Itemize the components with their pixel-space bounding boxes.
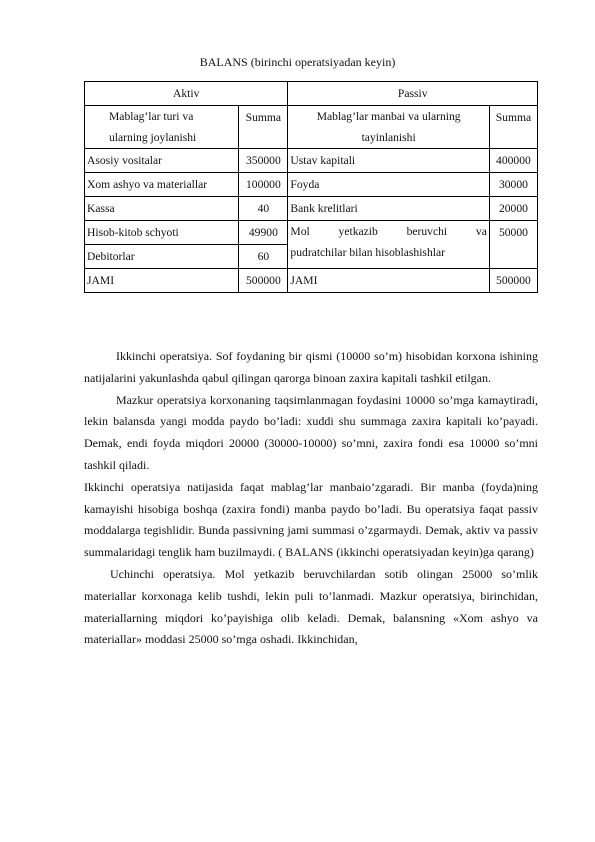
aktiv-header: Aktiv <box>85 82 288 106</box>
passiv-sum: 400000 <box>489 149 537 173</box>
table-row <box>85 197 538 221</box>
passiv-item <box>288 221 489 269</box>
passiv-total-label: JAMI <box>288 269 489 293</box>
passiv-item: Ustav kapitali <box>288 149 489 173</box>
balance-title: BALANS (birinchi operatsiyadan keyin) <box>199 55 396 69</box>
passiv-sum: 20000 <box>489 197 537 221</box>
passiv-item-line2: pudratchilar bilan hisoblashishlar <box>290 246 445 259</box>
aktiv-sum: 60 <box>239 245 288 269</box>
passiv-sum: 30000 <box>489 173 537 197</box>
aktiv-sum: 49900 <box>239 221 288 245</box>
aktiv-sum: 40 <box>239 197 288 221</box>
table-row <box>85 149 538 173</box>
passiv-name-header <box>288 106 489 149</box>
aktiv-total-label: JAMI <box>85 269 239 293</box>
aktiv-total-sum: 500000 <box>239 269 288 293</box>
passiv-total-sum: 500000 <box>489 269 537 293</box>
passiv-summa-header: Summa <box>489 106 537 149</box>
aktiv-summa-header: Summa <box>239 106 288 149</box>
aktiv-name-header-line1: Mablag’lar turi va <box>109 110 194 123</box>
aktiv-item: Xom ashyo va materiallar <box>85 173 239 197</box>
table-header-row <box>85 82 538 106</box>
aktiv-name-header-line2: ularning joylanishi <box>109 131 197 144</box>
passiv-item-line1: Mol yetkazib beruvchi va <box>290 225 487 238</box>
passiv-item: Bank krelitlari <box>288 197 489 221</box>
balance-table <box>84 81 538 293</box>
passiv-name-header-line1: Mablag’lar manbai va ularning <box>316 110 461 123</box>
table-row <box>85 221 538 245</box>
aktiv-item: Kassa <box>85 197 239 221</box>
aktiv-sum: 100000 <box>239 173 288 197</box>
passiv-sum: 50000 <box>489 221 537 269</box>
aktiv-name-header <box>85 106 239 149</box>
body-text <box>84 346 538 651</box>
table-subheader-row <box>85 106 538 149</box>
paragraph: Uchinchi operatsiya. Mol yetkazib beruvchilardan sotib olingan 25000 so’mlik materiallar korxonaga kelib tushdi, lekin puli to’lanmadi. Mazkur operatsiya, birinchidan, materiallarning miqdori ko’payishiga olib keladi. Demak, balansning «Xom ashyo va materiallar» moddasi 25000 so’mga oshadi. Ikkinchidan, <box>84 566 538 647</box>
aktiv-item: Hisob-kitob schyoti <box>85 221 239 245</box>
table-total-row <box>85 269 538 293</box>
aktiv-sum: 350000 <box>239 149 288 173</box>
aktiv-item: Asosiy vositalar <box>85 149 239 173</box>
table-row <box>85 173 538 197</box>
aktiv-item: Debitorlar <box>85 245 239 269</box>
passiv-name-header-line2: tayinlanishi <box>361 131 416 144</box>
paragraph: Ikkinchi operatsiya natijasida faqat mablag’lar manbaio’zgaradi. Bir manba (foyda)ning kamayishi hisobiga boshqa (zaxira fondi) manba paydo bo’ladi. Bu operatsiya faqat passiv moddalarga tegishlidir. Bunda passivning jami summasi o’zgarmaydi. Demak, aktiv va passiv summalaridagi tenglik ham buzilmaydi. ( BALANS (ikkinchi operatsiyadan keyin)ga qarang) <box>84 479 538 560</box>
paragraph: Mazkur operatsiya korxonaning taqsimlanmagan foydasini 10000 so’mga kamaytiradi, lekin balansda yangi modda paydo bo’ladi: xuddi shu summaga zaxira kapitali ko’payadi. Demak, endi foyda miqdori 20000 (30000-10000) so’mni, zaxira fondi esa 10000 so’mni tashkil qiladi. <box>84 392 538 472</box>
passiv-header: Passiv <box>288 82 538 106</box>
paragraph: Ikkinchi operatsiya. Sof foydaning bir qismi (10000 so’m) hisobidan korxona ishining natijalarini yakunlashda qabul qilingan qarorga binoan zaxira kapitali tashkil etilgan. <box>84 349 538 385</box>
passiv-item: Foyda <box>288 173 489 197</box>
